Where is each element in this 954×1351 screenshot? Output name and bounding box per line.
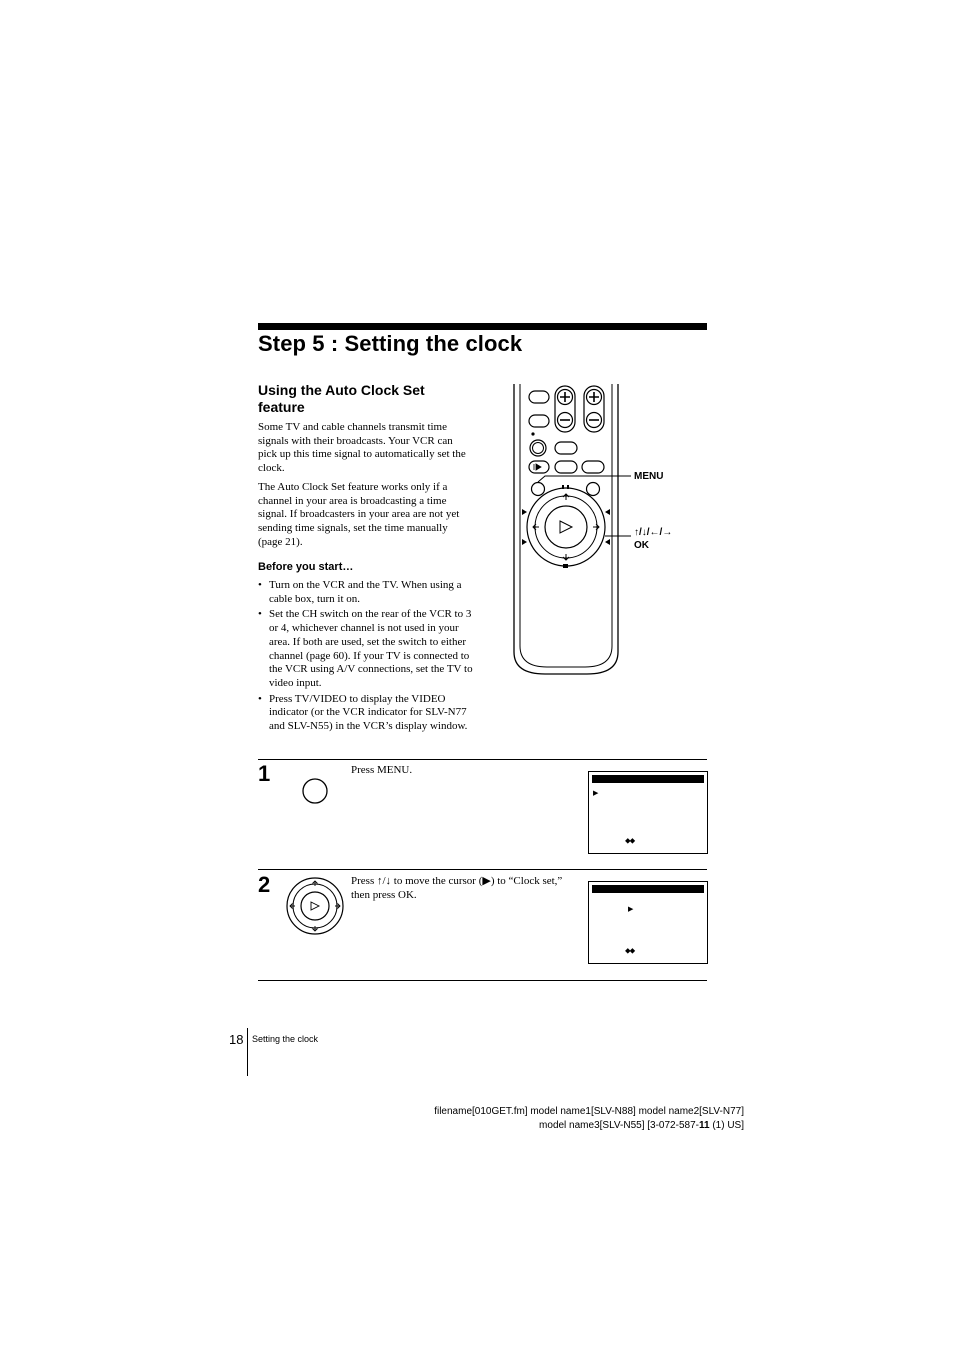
title-rule	[258, 323, 707, 330]
step-2-screen	[588, 881, 708, 964]
step-1-number: 1	[258, 761, 271, 786]
intro-paragraph: Some TV and cable channels transmit time signals with their broadcasts. Your VCR can pick up this time signal to automatically set the clock.	[258, 421, 466, 475]
file-info-revision: 11	[698, 1120, 710, 1131]
menu-cursor-icon: ▶	[628, 905, 634, 913]
file-info-line-1: filename[010GET.fm] model name1[SLV-N88] model name2[SLV-N77]	[434, 1106, 744, 1117]
feature-paragraph: The Auto Clock Set feature works only if a channel in your area is broadcasting a time signal. If broadcasters in your area are not yet sending time signals, set the time manually (page 21).	[258, 481, 460, 548]
screen-nav-icon: ⬥⬥	[625, 836, 635, 845]
step-2-text: Press ↑/↓ to move the cursor (▶) to “Clock set,” then press OK.	[351, 875, 563, 901]
file-info-line-2	[380, 1119, 744, 1133]
step-1-screen	[588, 771, 708, 854]
screen-title-bar	[592, 885, 704, 893]
jog-dial-icon	[285, 876, 345, 936]
footer-file-info	[380, 1105, 744, 1133]
remote-control-illustration	[505, 384, 705, 680]
footer-section-label: Setting the clock	[252, 1034, 319, 1044]
step-divider	[258, 869, 707, 870]
section-title: Using the Auto Clock Set feature	[258, 382, 425, 415]
page-number: 18	[229, 1032, 244, 1047]
menu-callout-label: MENU	[634, 471, 664, 482]
before-you-start-list	[258, 579, 473, 736]
list-item: • Press TV/VIDEO to display the VIDEO indicator (or the VCR indicator for SLV-N77 and SLV-N55) in the VCR’s display window.	[258, 693, 473, 734]
menu-button-icon	[301, 777, 329, 805]
menu-cursor-icon: ▶	[593, 789, 599, 797]
before-you-start-heading: Before you start…	[258, 561, 354, 573]
file-info-prefix: model name3[SLV-N55] [3-072-587-	[539, 1120, 699, 1131]
step-2-number: 2	[258, 872, 271, 897]
list-item: • Set the CH switch on the rear of the VCR to 3 or 4, whichever channel is not used in your area. If both are used, set the switch to either channel (page 60). If your TV is connected to the VCR using A/V connections, set the TV to video input.	[258, 608, 473, 690]
step-divider	[258, 980, 707, 981]
page-title: Step 5 : Setting the clock	[258, 331, 523, 356]
screen-title-bar	[592, 775, 704, 783]
file-info-suffix: (1) US]	[709, 1120, 744, 1131]
step-divider	[258, 759, 707, 760]
ok-callout-label: OK	[634, 540, 649, 551]
list-item: • Turn on the VCR and the TV. When using a cable box, turn it on.	[258, 579, 473, 606]
step-1-text: Press MENU.	[351, 764, 413, 776]
footer-rule	[247, 1028, 248, 1076]
arrows-callout-label: ↑/↓/←/→	[634, 527, 673, 538]
screen-nav-icon: ⬥⬥	[625, 946, 635, 955]
